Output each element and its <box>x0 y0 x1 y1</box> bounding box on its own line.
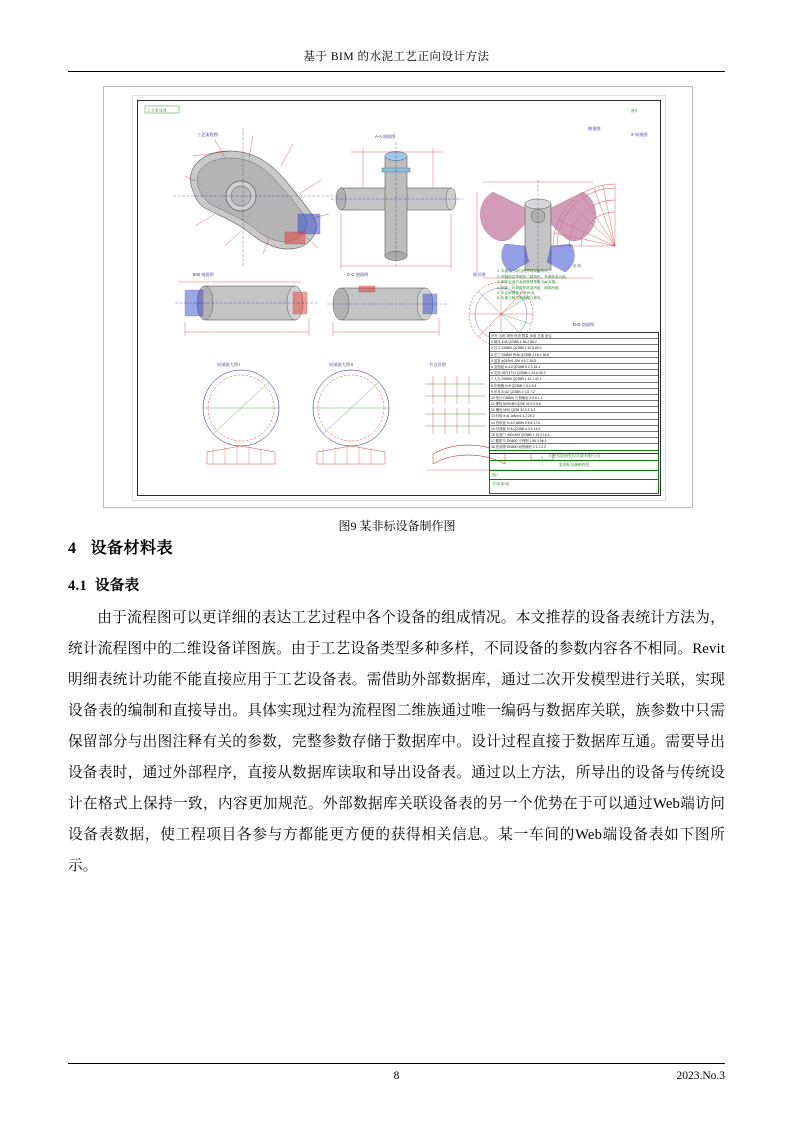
header-rule <box>68 71 725 72</box>
section-title: 设备材料表 <box>90 540 174 557</box>
subsection-title: 设备表 <box>95 578 140 594</box>
svg-text:工 艺 管 线 图: 工 艺 管 线 图 <box>147 108 167 113</box>
body-paragraph: 由于流程图可以更详细的表达工艺过程中各个设备的组成情况。本文推荐的设备表统计方法为，统计流程图中的二维设备详图族。由于工艺设备类型多种多样，不同设备的参数内容各不相同。Revit明细表统计功能不能直接应用于工艺设备表。需借助外部数据库，通过二次开发模型进行关联，实现设备表的编制和直接导出。具体实现过程为流程图二维族通过唯一编码与数据库关联，族参数中只需保留部分与出图注释有关的参数，完整参数存储于数据库中。设计过程直接于数据库互通。需要导出设备表时，通过外部程序，直接从数据库读取和导出设备表。通过以上方法，所导出的设备与传统设计在格式上保持一致，内容更加规范。外部数据库关联设备表的另一个优势在于可以通过Web端访问设备表数据，使工程项目各参与方都能更方便的获得相关信息。某一车间的Web端设备表如下图所示。 <box>68 610 725 874</box>
view-label: 局部放大图 I <box>217 362 241 367</box>
view-label: B-B 剖面图 <box>193 272 214 277</box>
bom-row: 11 螺栓 M20×80 Q235 32 0.3 9.6 <box>490 401 658 407</box>
bom-row: 9 吊耳 δ=12 Q235B 4 1.8 7.2 <box>490 389 658 395</box>
drawing-notes <box>497 264 657 302</box>
bill-of-materials-table <box>489 332 659 454</box>
running-header-title: 基于 BIM 的水泥工艺正向设计方法 <box>303 51 490 63</box>
title-block-field: 设计 <box>490 471 658 480</box>
article-content <box>68 535 725 882</box>
bom-row: 10 垫片 DN800 石棉橡胶 2 0.6 1.2 <box>490 395 658 401</box>
svg-text:图号: 图号 <box>631 109 638 113</box>
note-line: 4. 油漆：环氧富锌底漆两道，面漆两道。 <box>497 285 563 290</box>
bom-row: 7 人孔 DN500 Q235B 1 42.1 42.1 <box>490 376 658 382</box>
bom-row: 4 接管 φ219×6 20# 4 6.7 26.8 <box>490 358 658 364</box>
title-block-company: 合肥水泥研究设计院有限公司 <box>490 451 658 461</box>
bom-row: 13 衬板 δ=6 16Mn 6 4.2 25.2 <box>490 413 658 419</box>
bom-header-row: 序号 名称 规格 材质 数量 单重 总重 备注 <box>490 333 658 339</box>
view-label: 工艺流程图 <box>197 132 218 137</box>
bom-row: 18 密封圈 DN800 耐热橡胶 2 1.1 2.2 <box>490 444 658 450</box>
figure-caption: 图9 某非标设备制作图 <box>338 519 456 533</box>
view-label: C-C 剖面图 <box>347 272 369 277</box>
bom-row: 2 封头 DN800 Q235B 2 32.5 65.0 <box>490 345 658 351</box>
view-label: D-D 剖面图 <box>573 322 595 327</box>
view-label: 节点详图 <box>429 362 446 367</box>
notes-title: 说 明 <box>572 264 582 268</box>
title-block-drawing-name: 某非标设备制作图 <box>490 461 658 471</box>
cad-drawing <box>132 95 666 501</box>
note-line: 1. 本图尺寸除注明外均以毫米计。 <box>497 269 552 274</box>
section-number: 4 <box>68 540 77 557</box>
bom-row: 5 加强板 δ=10 Q235B 8 2.3 18.4 <box>490 364 658 370</box>
section-heading <box>68 535 725 558</box>
footer-rule <box>68 1063 725 1064</box>
bom-row: 17 膨胀节 DN800 不锈钢 1 56.3 56.3 <box>490 438 658 444</box>
figure-block <box>103 86 691 534</box>
subsection-heading <box>68 574 725 595</box>
title-block-field: 共1张 第1张 <box>492 482 510 486</box>
bom-row: 16 检查门 400×400 Q235B 1 12.4 12.4 <box>490 432 658 438</box>
note-line: 6. 本图与相关图纸配合使用。 <box>497 296 545 301</box>
bom-row: 12 螺母 M20 Q235 32 0.1 3.2 <box>490 407 658 413</box>
bom-row: 14 挡料板 δ=10 16Mn 2 8.8 17.6 <box>490 420 658 426</box>
bom-row: 6 支座 JB/T4712 Q235B 2 24.6 49.2 <box>490 370 658 376</box>
note-line: 5. 未注明圆角半径 R=5。 <box>497 291 538 296</box>
bom-row: 1 筒体 δ=8 Q235B 1 86.2 86.2 <box>490 339 658 345</box>
note-line: 3. 制作完成后表面除锈等级 Sa2.5 级。 <box>497 280 560 285</box>
figure-image <box>103 86 693 508</box>
bom-row: 3 法兰 DN800 PN6 Q235B 2 18.4 36.8 <box>490 352 658 358</box>
bom-row: 8 补强圈 δ=8 Q235B 1 5.4 5.4 <box>490 383 658 389</box>
page-footer <box>68 1063 725 1086</box>
note-line: 2. 焊缝质量等级按二级执行，外观检查合格。 <box>497 274 570 279</box>
drawing-title-block <box>489 450 659 494</box>
bom-row: 15 导流板 δ=8 Q235B 4 3.5 14.0 <box>490 426 658 432</box>
running-header <box>68 48 725 72</box>
view-label: A-A 剖面图 <box>375 134 396 139</box>
subsection-number: 4.1 <box>68 578 88 594</box>
page-number: 8 <box>393 1070 400 1082</box>
issue-label: 2023.No.3 <box>676 1070 725 1082</box>
view-label: 局部放大图 II <box>329 362 354 367</box>
view-label: 展开图 <box>473 272 486 277</box>
view-label: 俯视图 <box>588 126 601 131</box>
view-label: X 向视图 <box>631 132 648 137</box>
